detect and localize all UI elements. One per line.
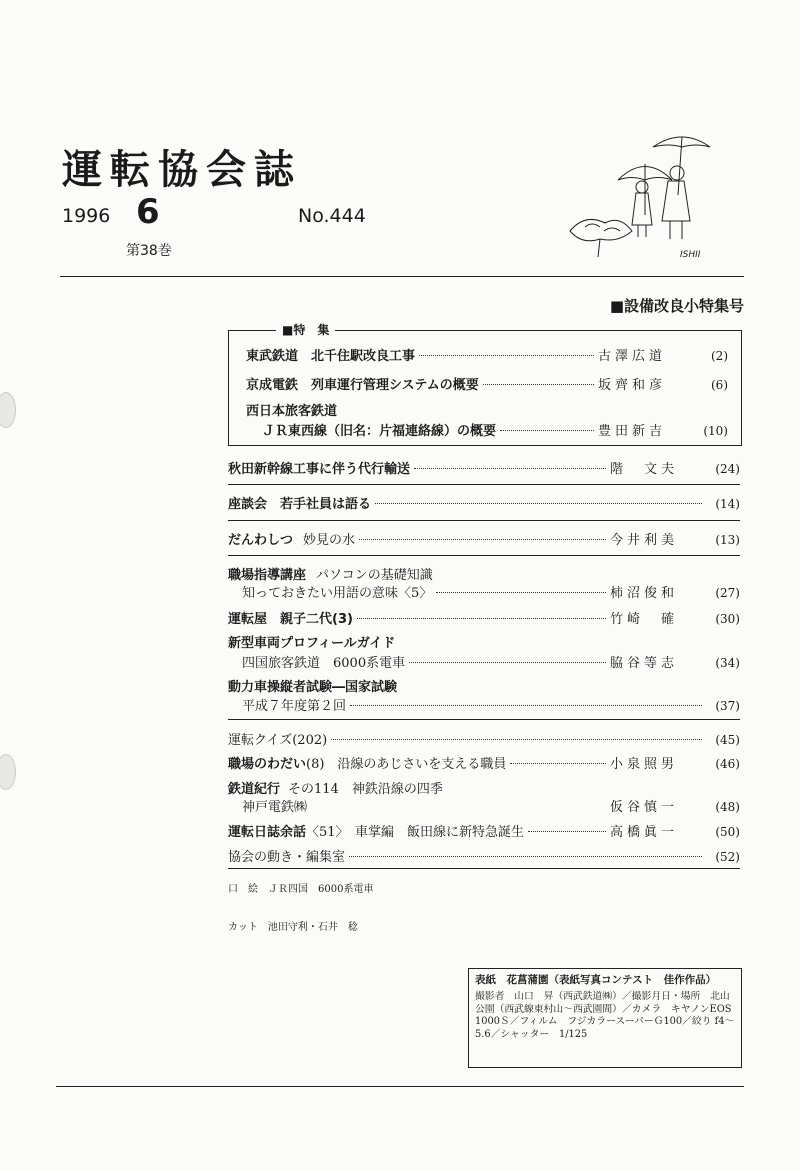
illustration-signature: ISHII	[680, 250, 701, 260]
entry-author: 竹崎 確	[610, 612, 679, 627]
entry-line: 動力車操縦者試験―国家試験	[228, 680, 398, 695]
binder-hole-bottom	[0, 754, 16, 790]
entry-page: (50)	[715, 825, 740, 839]
entry-line: 職場指導講座 パソコンの基礎知識	[228, 568, 433, 583]
entry-page: (14)	[715, 497, 740, 511]
frontispiece-credit: 口 絵 ＪＲ四国 6000系電車	[228, 884, 374, 895]
toc-entry[interactable]: 職場のわだい (8) 沿線のあじさいを支える職員 小泉照男 (46)	[228, 753, 740, 772]
magazine-title: 運転協会誌	[62, 147, 302, 193]
toc-entry[interactable]: 平成７年度第２回 (37)	[242, 699, 740, 714]
toc-entry[interactable]: 運転クイズ(202) (45)	[228, 733, 740, 748]
volume-number: 第38巻	[126, 243, 172, 259]
entry-author: 柿沼俊和	[610, 586, 679, 601]
entry-page: (45)	[715, 733, 740, 747]
issue-number: No.444	[298, 205, 366, 227]
entry-page: (34)	[715, 656, 740, 670]
toc-entry[interactable]: 知っておきたい用語の意味〈5〉 柿沼俊和 (27)	[228, 582, 740, 601]
entry-page: (30)	[715, 612, 740, 626]
cover-info-box	[468, 968, 742, 1068]
toc-entry[interactable]: 東武鉄道 北千住駅改良工事 古澤広道 (2)	[228, 345, 740, 364]
entry-author: 豊田新吉	[598, 424, 667, 439]
issue-year: 1996	[62, 205, 111, 227]
entry-page: (2)	[711, 349, 728, 363]
entry-page: (6)	[711, 378, 728, 392]
entry-page: (10)	[703, 424, 728, 438]
entry-author: 階 文夫	[610, 462, 679, 477]
entry-page: (27)	[715, 586, 740, 600]
entry-line: 西日本旅客鉄道	[246, 404, 338, 419]
binder-hole-top	[0, 392, 16, 428]
section-divider	[228, 520, 740, 521]
footer-divider	[56, 1086, 744, 1087]
entry-author: 小泉照男	[610, 757, 679, 772]
entry-line: 新型車両プロフィールガイド	[228, 636, 396, 651]
toc-entry[interactable]: 運転屋 親子二代(3) 竹崎 確 (30)	[228, 608, 740, 627]
entry-author: 脇谷等志	[610, 656, 679, 671]
entry-page: (46)	[715, 757, 740, 771]
toc-entry[interactable]: ＪＲ東西線（旧名：片福連絡線）の概要 豊田新吉 (10)	[228, 420, 740, 439]
section-divider	[228, 484, 740, 485]
entry-author: 古澤広道	[598, 349, 667, 364]
feature-label: ■特 集	[276, 321, 335, 338]
toc-entry[interactable]: 協会の動き・編集室 (52)	[228, 850, 740, 865]
section-divider	[228, 868, 740, 869]
section-divider	[228, 555, 740, 556]
entry-page: (13)	[715, 533, 740, 547]
toc-entry[interactable]: 四国旅客鉄道 6000系電車 脇谷等志 (34)	[228, 652, 740, 671]
cut-illustration-credit: カット 池田守利・石井 稔	[228, 922, 358, 933]
entry-author: 坂齊和彦	[598, 378, 667, 393]
entry-page: (37)	[715, 699, 740, 713]
toc-entry[interactable]: 座談会 若手社員は語る (14)	[228, 497, 740, 512]
entry-page: (24)	[715, 462, 740, 476]
special-issue-label: ■設備改良小特集号	[609, 297, 744, 315]
issue-month: 6	[136, 192, 160, 232]
entry-author: 今井利美	[610, 533, 679, 548]
toc-entry[interactable]: 京成電鉄 列車運行管理システムの概要 坂齊和彦 (6)	[228, 374, 740, 393]
toc-entry[interactable]: だんわしつ 妙見の水 今井利美 (13)	[228, 529, 740, 548]
entry-author: 高橋眞一	[610, 825, 679, 840]
toc-entry[interactable]: 運転日誌余話 〈51〉 車掌編 飯田線に新特急誕生 高橋眞一 (50)	[228, 821, 740, 840]
cover-details: 撮影者 山口 昇（西武鉄道㈱）／撮影月日・場所 北山公園（西武線東村山～西武園間）／カメラ キヤノンEOS 1000Ｓ／フィルム フジカラースーパーＧ100／絞り f4～5.6／シャッター 1/125	[475, 991, 735, 1040]
entry-page: (52)	[715, 850, 740, 864]
entry-line: 鉄道紀行 その114 神鉄沿線の四季	[228, 782, 443, 797]
entry-page: (48)	[715, 800, 740, 814]
cover-caption: 表紙 花菖蒲園（表紙写真コンテスト 佳作作品）	[475, 974, 717, 986]
section-divider	[228, 719, 740, 720]
toc-entry[interactable]: 秋田新幹線工事に伴う代行輸送 階 文夫 (24)	[228, 458, 740, 477]
entry-author: 仮谷慎一	[610, 800, 679, 815]
toc-entry[interactable]: 神戸電鉄㈱ 仮谷慎一 (48)	[228, 796, 740, 815]
